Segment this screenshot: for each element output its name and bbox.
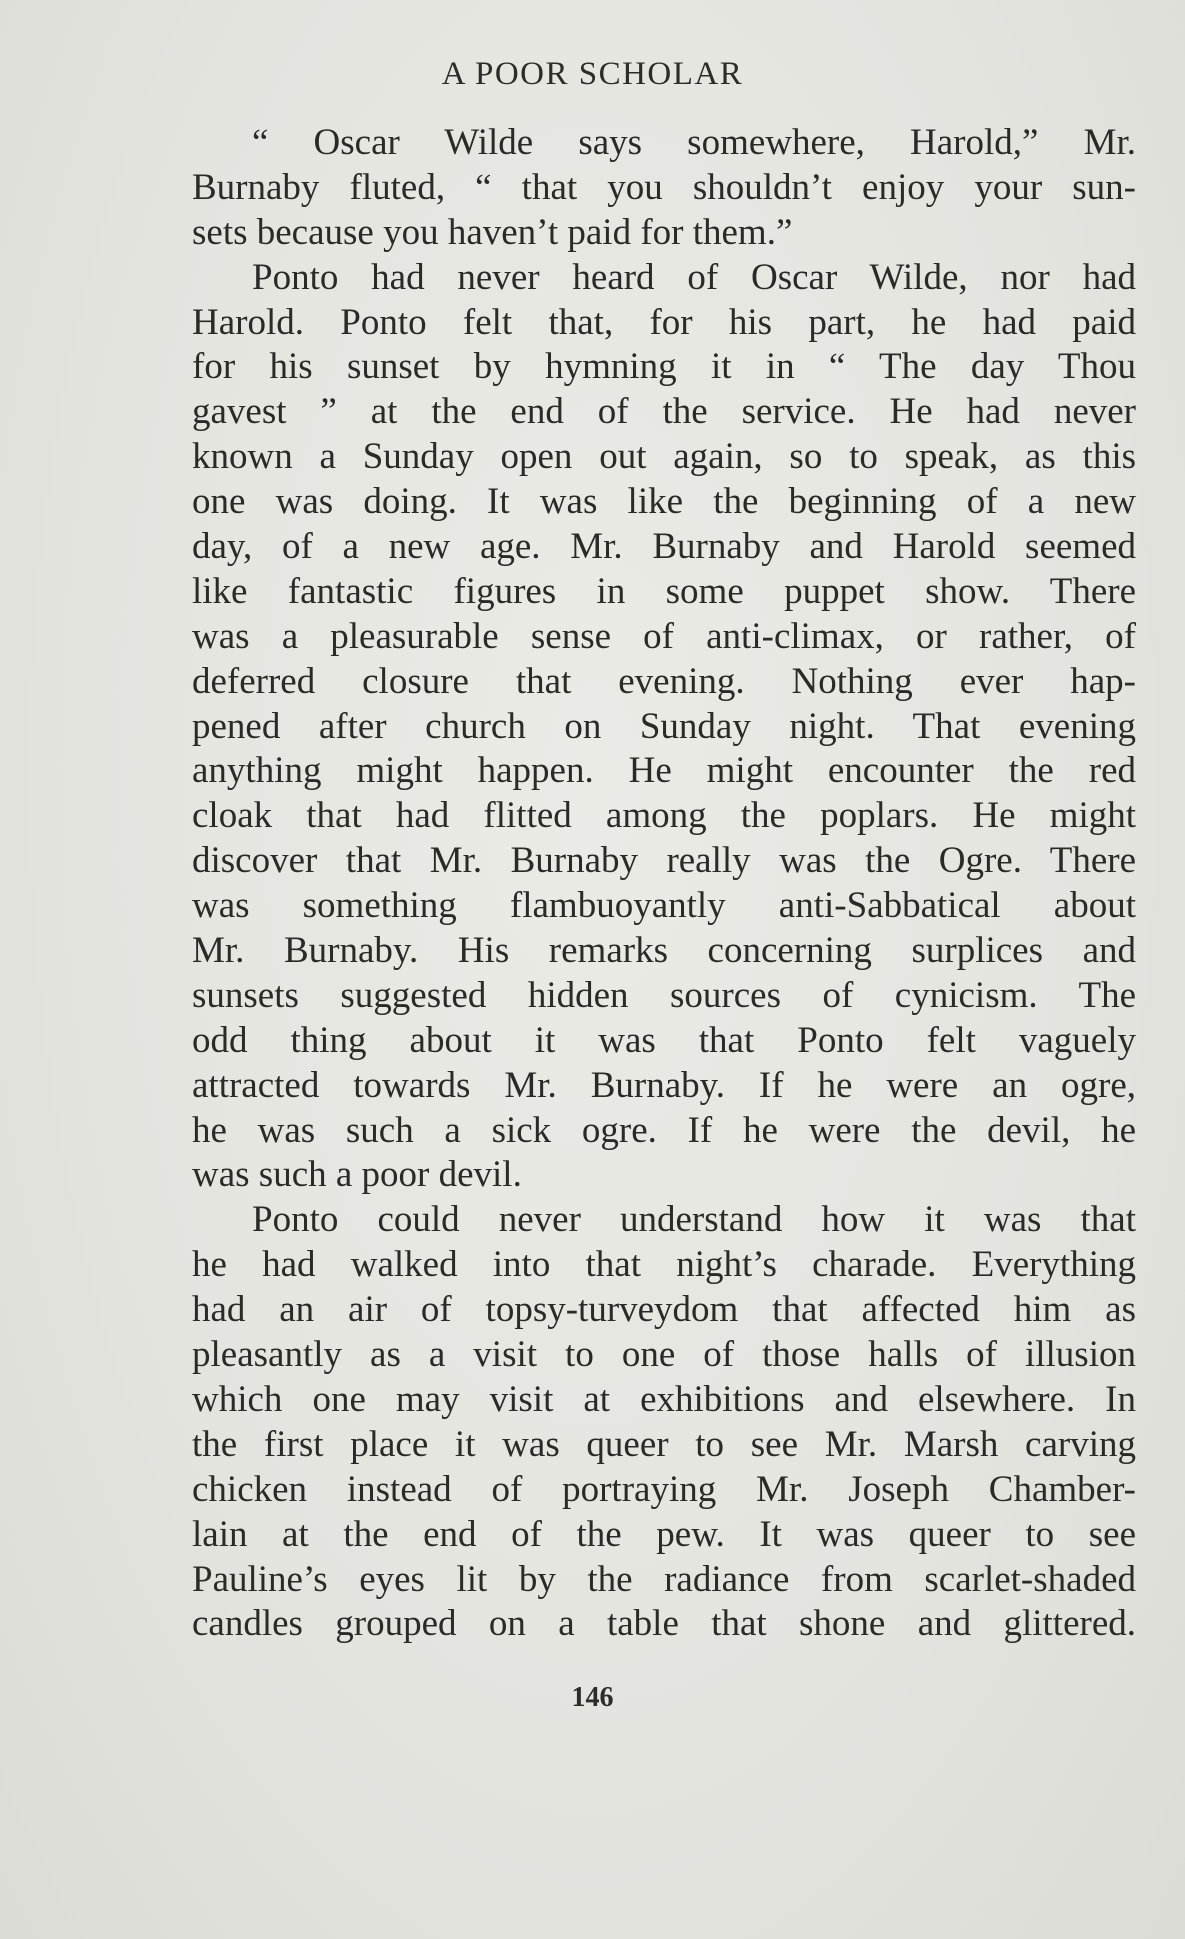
text-line: one was doing. It was like the beginning of a new <box>192 481 1136 523</box>
text-line: he had walked into that night’s charade. Everything <box>192 1244 1136 1286</box>
text-line: sunsets suggested hidden sources of cynicism. The <box>192 974 1136 1016</box>
text-line: pleasantly as a visit to one of those halls of illusion <box>192 1334 1136 1376</box>
text-line: sets because you haven’t paid for them.” <box>192 211 793 253</box>
text-line: chicken instead of portraying Mr. Joseph Chamber- <box>192 1468 1136 1510</box>
text-line: which one may visit at exhibitions and elsewhere. In <box>192 1378 1136 1420</box>
text-line: he was such a sick ogre. If he were the devil, he <box>192 1109 1136 1151</box>
page-number: 146 <box>571 1682 614 1713</box>
running-head: A POOR SCHOLAR <box>441 56 744 92</box>
text-line: was such a poor devil. <box>192 1154 522 1196</box>
text-line: was something flambuoyantly anti-Sabbatical about <box>192 885 1136 927</box>
text-line: for his sunset by hymning it in “ The day Thou <box>192 346 1136 388</box>
text-line: gavest ” at the end of the service. He had never <box>192 391 1136 433</box>
text-line: Ponto had never heard of Oscar Wilde, nor had <box>252 256 1136 298</box>
text-line: odd thing about it was that Ponto felt vaguely <box>192 1019 1136 1061</box>
text-line: had an air of topsy-turveydom that affected him as <box>192 1289 1136 1331</box>
text-line: lain at the end of the pew. It was queer to see <box>192 1513 1136 1555</box>
text-line: Ponto could never understand how it was that <box>252 1199 1136 1241</box>
text-line: Mr. Burnaby. His remarks concerning surplices and <box>192 930 1136 972</box>
text-line: attracted towards Mr. Burnaby. If he were an ogre, <box>192 1064 1136 1106</box>
text-line: “ Oscar Wilde says somewhere, Harold,” Mr. <box>252 122 1136 163</box>
text-line: known a Sunday open out again, so to speak, as this <box>192 436 1136 478</box>
text-line: Pauline’s eyes lit by the radiance from scarlet-shaded <box>192 1558 1136 1600</box>
text-line: like fantastic figures in some puppet show. There <box>192 570 1136 612</box>
text-line: deferred closure that evening. Nothing ever hap- <box>192 660 1136 702</box>
text-line: the first place it was queer to see Mr. Marsh carving <box>192 1423 1136 1465</box>
text-line: was a pleasurable sense of anti-climax, or rather, of <box>192 615 1136 657</box>
text-line: cloak that had flitted among the poplars. He might <box>192 795 1136 837</box>
text-line: candles grouped on a table that shone and glittered. <box>192 1603 1136 1645</box>
text-line: day, of a new age. Mr. Burnaby and Harold seemed <box>192 526 1136 568</box>
text-line: anything might happen. He might encounter the red <box>192 750 1136 792</box>
text-line: Burnaby fluted, “ that you shouldn’t enjoy your sun- <box>192 166 1136 208</box>
text-line: pened after church on Sunday night. That evening <box>192 705 1136 747</box>
body-text <box>192 121 1136 1647</box>
text-line: Harold. Ponto felt that, for his part, he had paid <box>192 301 1136 343</box>
text-line: discover that Mr. Burnaby really was the Ogre. There <box>192 840 1136 882</box>
